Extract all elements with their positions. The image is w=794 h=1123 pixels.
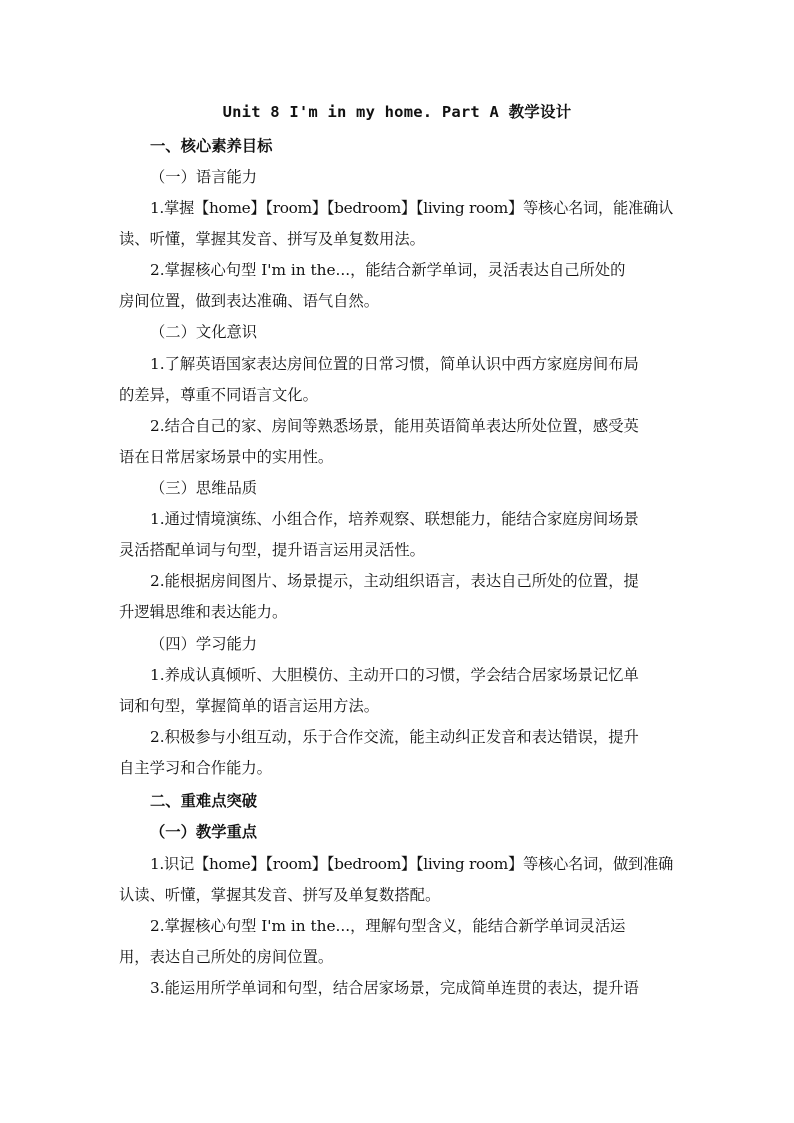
document-title: Unit 8 I'm in my home. Part A 教学设计: [222, 103, 572, 121]
paragraph-line: 灵活搭配单词与句型，提升语言运用灵活性。: [119, 541, 425, 559]
paragraph-line: 2.能根据房间图片、场景提示，主动组织语言，表达自己所处的位置，提: [150, 572, 639, 590]
paragraph-line: 2.掌握核心句型 I'm in the...，理解句型含义，能结合新学单词灵活运: [150, 917, 626, 935]
paragraph-line: 读、听懂，掌握其发音、拼写及单复数用法。: [119, 230, 425, 248]
paragraph-line: 1.了解英语国家表达房间位置的日常习惯，简单认识中西方家庭房间布局: [150, 355, 639, 373]
paragraph-line: 1.通过情境演练、小组合作，培养观察、联想能力，能结合家庭房间场景: [150, 510, 639, 528]
paragraph-line: 2.掌握核心句型 I'm in the...，能结合新学单词，灵活表达自己所处的: [150, 261, 626, 279]
paragraph-line: 认读、听懂，掌握其发音、拼写及单复数搭配。: [119, 886, 441, 904]
paragraph-line: 1.识记【home】【room】【bedroom】【living room】等核心名词，做到准确: [150, 855, 673, 873]
paragraph-line: 的差异，尊重不同语言文化。: [119, 386, 318, 404]
subheading-learning-ability: （四）学习能力: [150, 635, 258, 653]
paragraph-line: 2.积极参与小组互动，乐于合作交流，能主动纠正发音和表达错误，提升: [150, 728, 639, 746]
section-heading-key-points: 二、重难点突破: [150, 792, 258, 810]
paragraph-line: 升逻辑思维和表达能力。: [119, 603, 288, 621]
subheading-cultural-awareness: （二）文化意识: [150, 323, 258, 341]
paragraph-line: 1.养成认真倾听、大胆模仿、主动开口的习惯，学会结合居家场景记忆单: [150, 666, 639, 684]
paragraph-line: 3.能运用所学单词和句型，结合居家场景，完成简单连贯的表达，提升语: [150, 979, 639, 997]
subheading-thinking-quality: （三）思维品质: [150, 479, 258, 497]
paragraph-line: 用，表达自己所处的房间位置。: [119, 948, 334, 966]
paragraph-line: 自主学习和合作能力。: [119, 759, 272, 777]
subheading-teaching-focus: （一）教学重点: [150, 823, 258, 841]
subheading-language-ability: （一）语言能力: [150, 168, 258, 186]
paragraph-line: 2.结合自己的家、房间等熟悉场景，能用英语简单表达所处位置，感受英: [150, 417, 639, 435]
paragraph-line: 词和句型，掌握简单的语言运用方法。: [119, 697, 380, 715]
paragraph-line: 1.掌握【home】【room】【bedroom】【living room】等核心名词，能准确认: [150, 199, 673, 217]
section-heading-core-goals: 一、核心素养目标: [150, 137, 273, 155]
paragraph-line: 房间位置，做到表达准确、语气自然。: [119, 292, 380, 310]
paragraph-line: 语在日常居家场景中的实用性。: [119, 448, 334, 466]
